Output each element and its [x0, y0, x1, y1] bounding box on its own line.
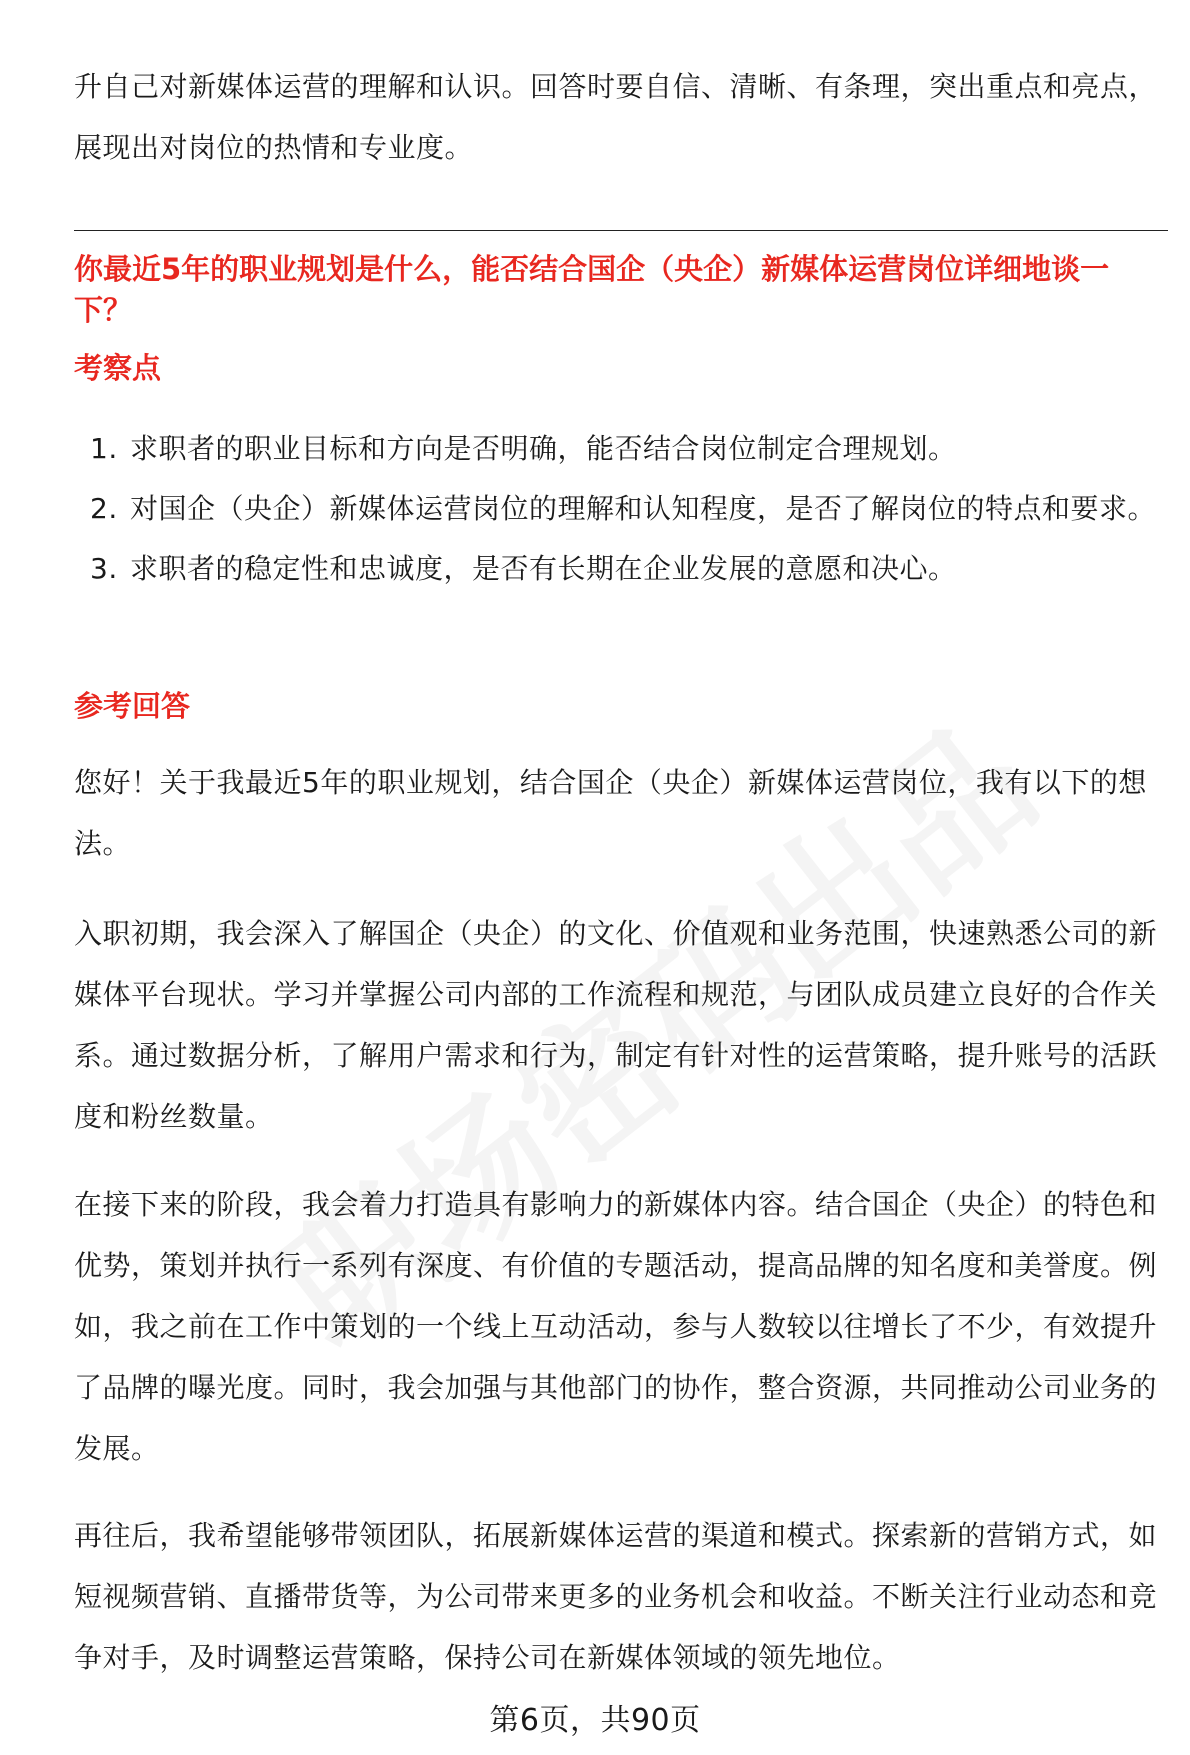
- focus-points-list: [74, 419, 1160, 599]
- list-item: [74, 479, 1160, 539]
- answer-greeting-paragraph: 您好！关于我最近5年的职业规划，结合国企（央企）新媒体运营岗位，我有以下的想法。: [74, 766, 1147, 860]
- list-item-number: 2.: [90, 492, 118, 525]
- list-item-text: 对国企（央企）新媒体运营岗位的理解和认知程度，是否了解岗位的特点和要求。: [130, 492, 1157, 525]
- list-item-text: 求职者的职业目标和方向是否明确，能否结合岗位制定合理规划。: [130, 432, 957, 465]
- list-item-number: 1.: [90, 432, 118, 465]
- page-footer: 第6页，共90页: [489, 1703, 701, 1738]
- list-item: [74, 539, 1160, 599]
- answer-heading: 参考回答: [74, 689, 191, 723]
- answer-later-paragraph: 再往后，我希望能够带领团队，拓展新媒体运营的渠道和模式。探索新的营销方式，如短视频营销、直播带货等，为公司带来更多的业务机会和收益。不断关注行业动态和竞争对手，及时调整运营策略，保持公司在新媒体领域的领先地位。: [74, 1519, 1158, 1674]
- answer-next-paragraph: 在接下来的阶段，我会着力打造具有影响力的新媒体内容。结合国企（央企）的特色和优势，策划并执行一系列有深度、有价值的专题活动，提高品牌的知名度和美誉度。例如，我之前在工作中策划的一个线上互动活动，参与人数较以往增长了不少，有效提升了品牌的曝光度。同时，我会加强与其他部门的协作，整合资源，共同推动公司业务的发展。: [74, 1188, 1158, 1465]
- intro-paragraph: 升自己对新媒体运营的理解和认识。回答时要自信、清晰、有条理，突出重点和亮点，展现出对岗位的热情和专业度。: [74, 70, 1158, 164]
- focus-heading: 考察点: [74, 351, 162, 385]
- list-item-number: 3.: [90, 552, 118, 585]
- section-divider: [74, 230, 1168, 231]
- list-item-text: 求职者的稳定性和忠诚度，是否有长期在企业发展的意愿和决心。: [130, 552, 957, 585]
- question-heading: 你最近5年的职业规划是什么，能否结合国企（央企）新媒体运营岗位详细地谈一下？: [74, 252, 1110, 327]
- list-item: [74, 419, 1160, 479]
- answer-early-paragraph: 入职初期，我会深入了解国企（央企）的文化、价值观和业务范围，快速熟悉公司的新媒体平台现状。学习并掌握公司内部的工作流程和规范，与团队成员建立良好的合作关系。通过数据分析，了解用户需求和行为，制定有针对性的运营策略，提升账号的活跃度和粉丝数量。: [74, 917, 1158, 1133]
